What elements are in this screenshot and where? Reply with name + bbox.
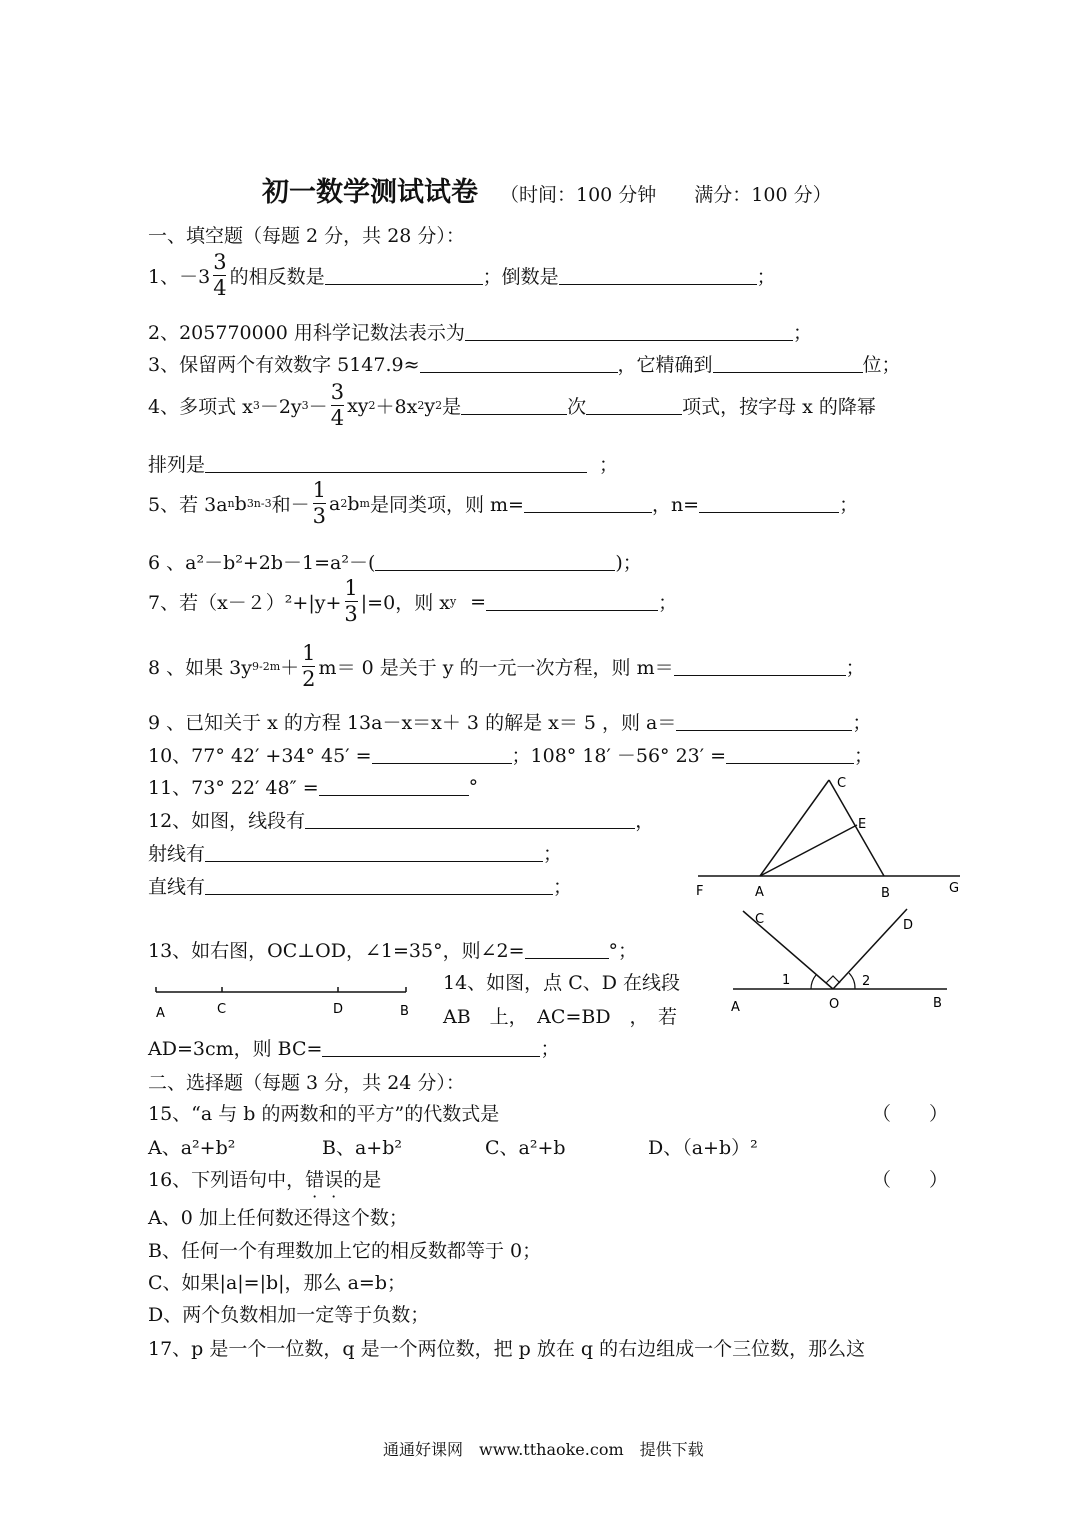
q16-option-c[interactable]: C、如果|a|=|b|，那么 a=b； [148, 1272, 407, 1294]
figure-q14 [150, 982, 420, 1022]
q4-mid5: y [424, 394, 436, 417]
q4-ci: 次 [567, 396, 587, 418]
q12-blank-lines[interactable] [205, 876, 553, 895]
q14-end: ； [540, 1038, 560, 1060]
q1-text2: ；倒数是 [482, 266, 559, 288]
q8-frac-num: 1 [302, 641, 316, 665]
q5-n: ，n= [651, 494, 700, 516]
label-b: B [881, 886, 890, 900]
question-16 [148, 1165, 381, 1192]
q4-line2: 排列是 [148, 454, 206, 476]
q4-mid1: －2y [259, 396, 302, 418]
q15-answer-paren[interactable]: （ ） [872, 1103, 949, 1125]
q8-frac-den: 2 [302, 667, 316, 691]
q3-blank-precision[interactable] [713, 354, 863, 373]
q4-xiang: 项式，按字母 x 的降幂 [682, 396, 876, 418]
q5-mid: 和－ [271, 494, 310, 516]
label-a: A [755, 885, 764, 900]
label-b: B [933, 996, 942, 1011]
segment-ae [760, 825, 857, 876]
label-c: C [217, 1002, 227, 1017]
q17-text: 17、p 是一个一位数，q 是一个两位数，把 p 放在 q 的右边组成一个三位数，那么这 [148, 1338, 866, 1360]
q16-option-a[interactable]: A、0 加上任何数还得这个数； [148, 1207, 408, 1229]
q8-plus: ＋ [280, 657, 300, 679]
segment-cb [829, 780, 884, 876]
q10-blank-2[interactable] [726, 745, 854, 764]
figure-q12 [690, 770, 970, 900]
q4-frac-den: 4 [330, 406, 345, 430]
q7-end: ； [658, 592, 678, 614]
q8-end: ； [845, 657, 865, 679]
label-d: D [903, 918, 914, 933]
question-10 [148, 741, 873, 768]
question-3 [148, 350, 901, 377]
q12-end3: ； [553, 876, 573, 898]
q1-text1: 的相反数是 [229, 266, 325, 288]
q15-option-a[interactable]: A、a²+b² [148, 1137, 236, 1159]
q16-option-b[interactable]: B、任何一个有理数加上它的相反数都等于 0； [148, 1240, 542, 1262]
q7-frac-den: 3 [344, 602, 358, 626]
label-c: C [837, 776, 847, 791]
question-12 [148, 806, 654, 833]
q10-blank-1[interactable] [372, 745, 512, 764]
q10-mid: ；108° 18′ －56° 23′ = [511, 745, 727, 767]
q15-option-b[interactable]: B、a+b² [322, 1137, 402, 1159]
angle-2-arc [849, 973, 855, 989]
label-f: F [696, 884, 704, 899]
q9-text: 9 、已知关于 x 的方程 13a－x＝x＋ 3 的解是 x＝ 5 ，则 a＝ [148, 712, 677, 734]
q7-blank[interactable] [486, 592, 658, 611]
q12-ray: 射线有 [148, 843, 206, 865]
q13-text: 13、如右图，OC⊥OD，∠1=35°，则∠2= [148, 940, 525, 962]
q5-end: ； [839, 494, 859, 516]
question-8: 8 、如果 3y 9-2m ＋ $\frac{1}{2}$ m＝ 0 是关于 y 的一元一次方程，则 m＝ ； [148, 641, 865, 691]
label-o: O [829, 997, 840, 1012]
q12-end2: ； [543, 843, 563, 865]
question-12-rays [148, 839, 562, 866]
question-12-lines [148, 872, 572, 899]
q12-line: 直线有 [148, 876, 206, 898]
q4-mid6: 是 [442, 396, 462, 418]
q15-option-d[interactable]: D、（a+b）² [648, 1137, 758, 1159]
label-a: A [731, 1000, 740, 1015]
page-title-row [262, 170, 832, 209]
question-6 [148, 548, 642, 575]
question-13 [148, 936, 637, 963]
question-11 [148, 773, 478, 800]
q5-blank-m[interactable] [524, 494, 652, 513]
q8-fraction [301, 643, 316, 690]
label-1: 1 [782, 973, 791, 988]
q2-end: ； [792, 322, 812, 344]
label-c: C [755, 912, 765, 927]
footer-text: 通通好课网 www.tthaoke.com 提供下载 [383, 1440, 704, 1459]
q5-a2: a [329, 492, 341, 515]
label-2: 2 [862, 974, 871, 989]
q14-text1: 14、如图，点 C、D 在线段 [443, 972, 681, 994]
q10-text: 10、77° 42′ +34° 45′ = [148, 745, 372, 767]
q4-prefix: 4、多项式 x [148, 396, 253, 418]
q15-text: 15、“a 与 b 的两数和的平方”的代数式是 [148, 1103, 500, 1125]
q1-frac-den: 4 [213, 276, 227, 300]
q14-text3: AD=3cm，则 BC= [148, 1038, 323, 1060]
q4-blank-degree[interactable] [461, 396, 567, 415]
q16-option-d[interactable]: D、两个负数相加一定等于负数； [148, 1304, 430, 1326]
q15-option-c[interactable]: C、a²+b [485, 1137, 566, 1159]
page-title: 初一数学测试试卷 [262, 177, 478, 208]
q11-text: 11、73° 22′ 48″ = [148, 777, 319, 799]
q8-prefix: 8 、如果 3y [148, 657, 252, 679]
q5-frac-den: 3 [312, 504, 327, 528]
q5-frac-num: 1 [312, 478, 327, 502]
section1-heading-text: 一、填空题（每题 2 分，共 28 分）： [148, 225, 465, 247]
q3-mid: ，它精确到 [617, 354, 713, 376]
label-g: G [949, 881, 960, 896]
question-15 [148, 1099, 499, 1126]
q4-frac-num: 3 [330, 380, 345, 404]
q8-text: m＝ 0 是关于 y 的一元一次方程，则 m＝ [318, 657, 674, 679]
q16-text1: 16、下列语句中， [148, 1169, 306, 1191]
q6-blank[interactable] [375, 552, 615, 571]
q4-mid3: xy [347, 394, 369, 417]
q16-emphasis-cuo: 错 · [305, 1165, 324, 1192]
q3-end: 位； [862, 354, 901, 376]
question-4: 4、多项式 x 3 －2y 3 － $\frac{3}{4}$ xy 2 ＋8x 2 y 2 是 次 项式，按字母 x 的降幂 [148, 380, 876, 430]
q2-blank[interactable] [465, 322, 793, 341]
right-angle-mark [826, 976, 840, 983]
q2-text: 2、205770000 用科学记数法表示为 [148, 322, 465, 344]
q7-frac-num: 1 [344, 576, 358, 600]
figure-q13 [725, 905, 955, 1015]
q4-blank-terms[interactable] [586, 396, 682, 415]
exam-info: （时间：100 分钟 满分：100 分） [500, 184, 832, 206]
q1-prefix: 1、－3 [148, 266, 211, 288]
question-2 [148, 318, 812, 345]
label-d: D [333, 1002, 344, 1017]
q9-blank[interactable] [676, 712, 852, 731]
label-e: E [858, 817, 867, 832]
q7-fraction [343, 578, 358, 625]
angle-1-arc [811, 975, 816, 989]
q11-end: ° [468, 775, 479, 798]
q5-bm: b [347, 492, 360, 515]
label-b: B [400, 1004, 409, 1019]
section2-heading-text: 二、选择题（每题 3 分，共 24 分）： [148, 1072, 465, 1094]
q4-blank-order[interactable] [205, 454, 587, 473]
q1-frac-num: 3 [213, 250, 227, 274]
q6-end: )； [615, 552, 642, 574]
q7-prefix: 7、若（x－２）²+|y+ [148, 592, 342, 614]
q14-blank[interactable] [322, 1038, 540, 1057]
q16-emphasis-wu: 误 · [324, 1165, 343, 1192]
q4-mid2: － [308, 396, 328, 418]
question-1 [148, 252, 776, 299]
section2-heading [148, 1068, 465, 1095]
question-4-line2 [148, 450, 618, 477]
q12-end1: ， [635, 810, 655, 832]
q5-b: b [234, 492, 247, 515]
q16-answer-paren[interactable]: （ ） [872, 1169, 949, 1191]
q3-text: 3、保留两个有效数字 5147.9≈ [148, 354, 420, 376]
q5-blank-n[interactable] [699, 494, 839, 513]
q1-fraction [212, 252, 227, 299]
q5-fraction [312, 480, 327, 527]
q6-text: 6 、a²－b²+2b－1=a²－( [148, 552, 376, 574]
q7-mid: |=0，则 x [360, 592, 450, 614]
q12-blank-rays[interactable] [205, 843, 543, 862]
q14-text2: AB 上， AC=BD ， 若 [443, 1006, 678, 1028]
q1-blank-reciprocal[interactable] [559, 266, 757, 285]
q1-blank-opposite[interactable] [325, 266, 483, 285]
question-14-line3 [148, 1034, 559, 1061]
q9-end: ； [852, 712, 872, 734]
q5-text: 是同类项，则 m= [369, 494, 524, 516]
q8-blank[interactable] [674, 657, 846, 676]
q10-end: ； [854, 745, 874, 767]
q16-text2: 的是 [343, 1169, 382, 1191]
q5-prefix: 5、若 3a [148, 494, 228, 516]
question-17 [148, 1334, 865, 1361]
q1-end: ； [756, 266, 776, 288]
q13-end: °； [608, 940, 638, 962]
q4-end: ； [599, 454, 619, 476]
question-5: 5、若 3a n b 3n-3 和－ $\frac{1}{3}$ a 2 b m 是同类项，则 m= ，n= ； [148, 478, 859, 528]
question-7: 7、若（x－２）²+|y+ $\frac{1}{3}$ |=0，则 x y = ； [148, 576, 678, 626]
question-9 [148, 708, 871, 735]
q12-blank-segments[interactable] [305, 810, 635, 829]
q4-fraction [330, 382, 345, 429]
section1-heading [148, 221, 465, 248]
q3-blank-value[interactable] [420, 354, 618, 373]
q11-blank[interactable] [319, 777, 469, 796]
q12-text: 12、如图，线段有 [148, 810, 306, 832]
segment-ac [760, 780, 829, 876]
label-a: A [156, 1006, 165, 1021]
q13-blank[interactable] [525, 940, 609, 959]
q4-mid4: ＋8x [375, 396, 418, 418]
q7-eq: = [470, 590, 487, 613]
